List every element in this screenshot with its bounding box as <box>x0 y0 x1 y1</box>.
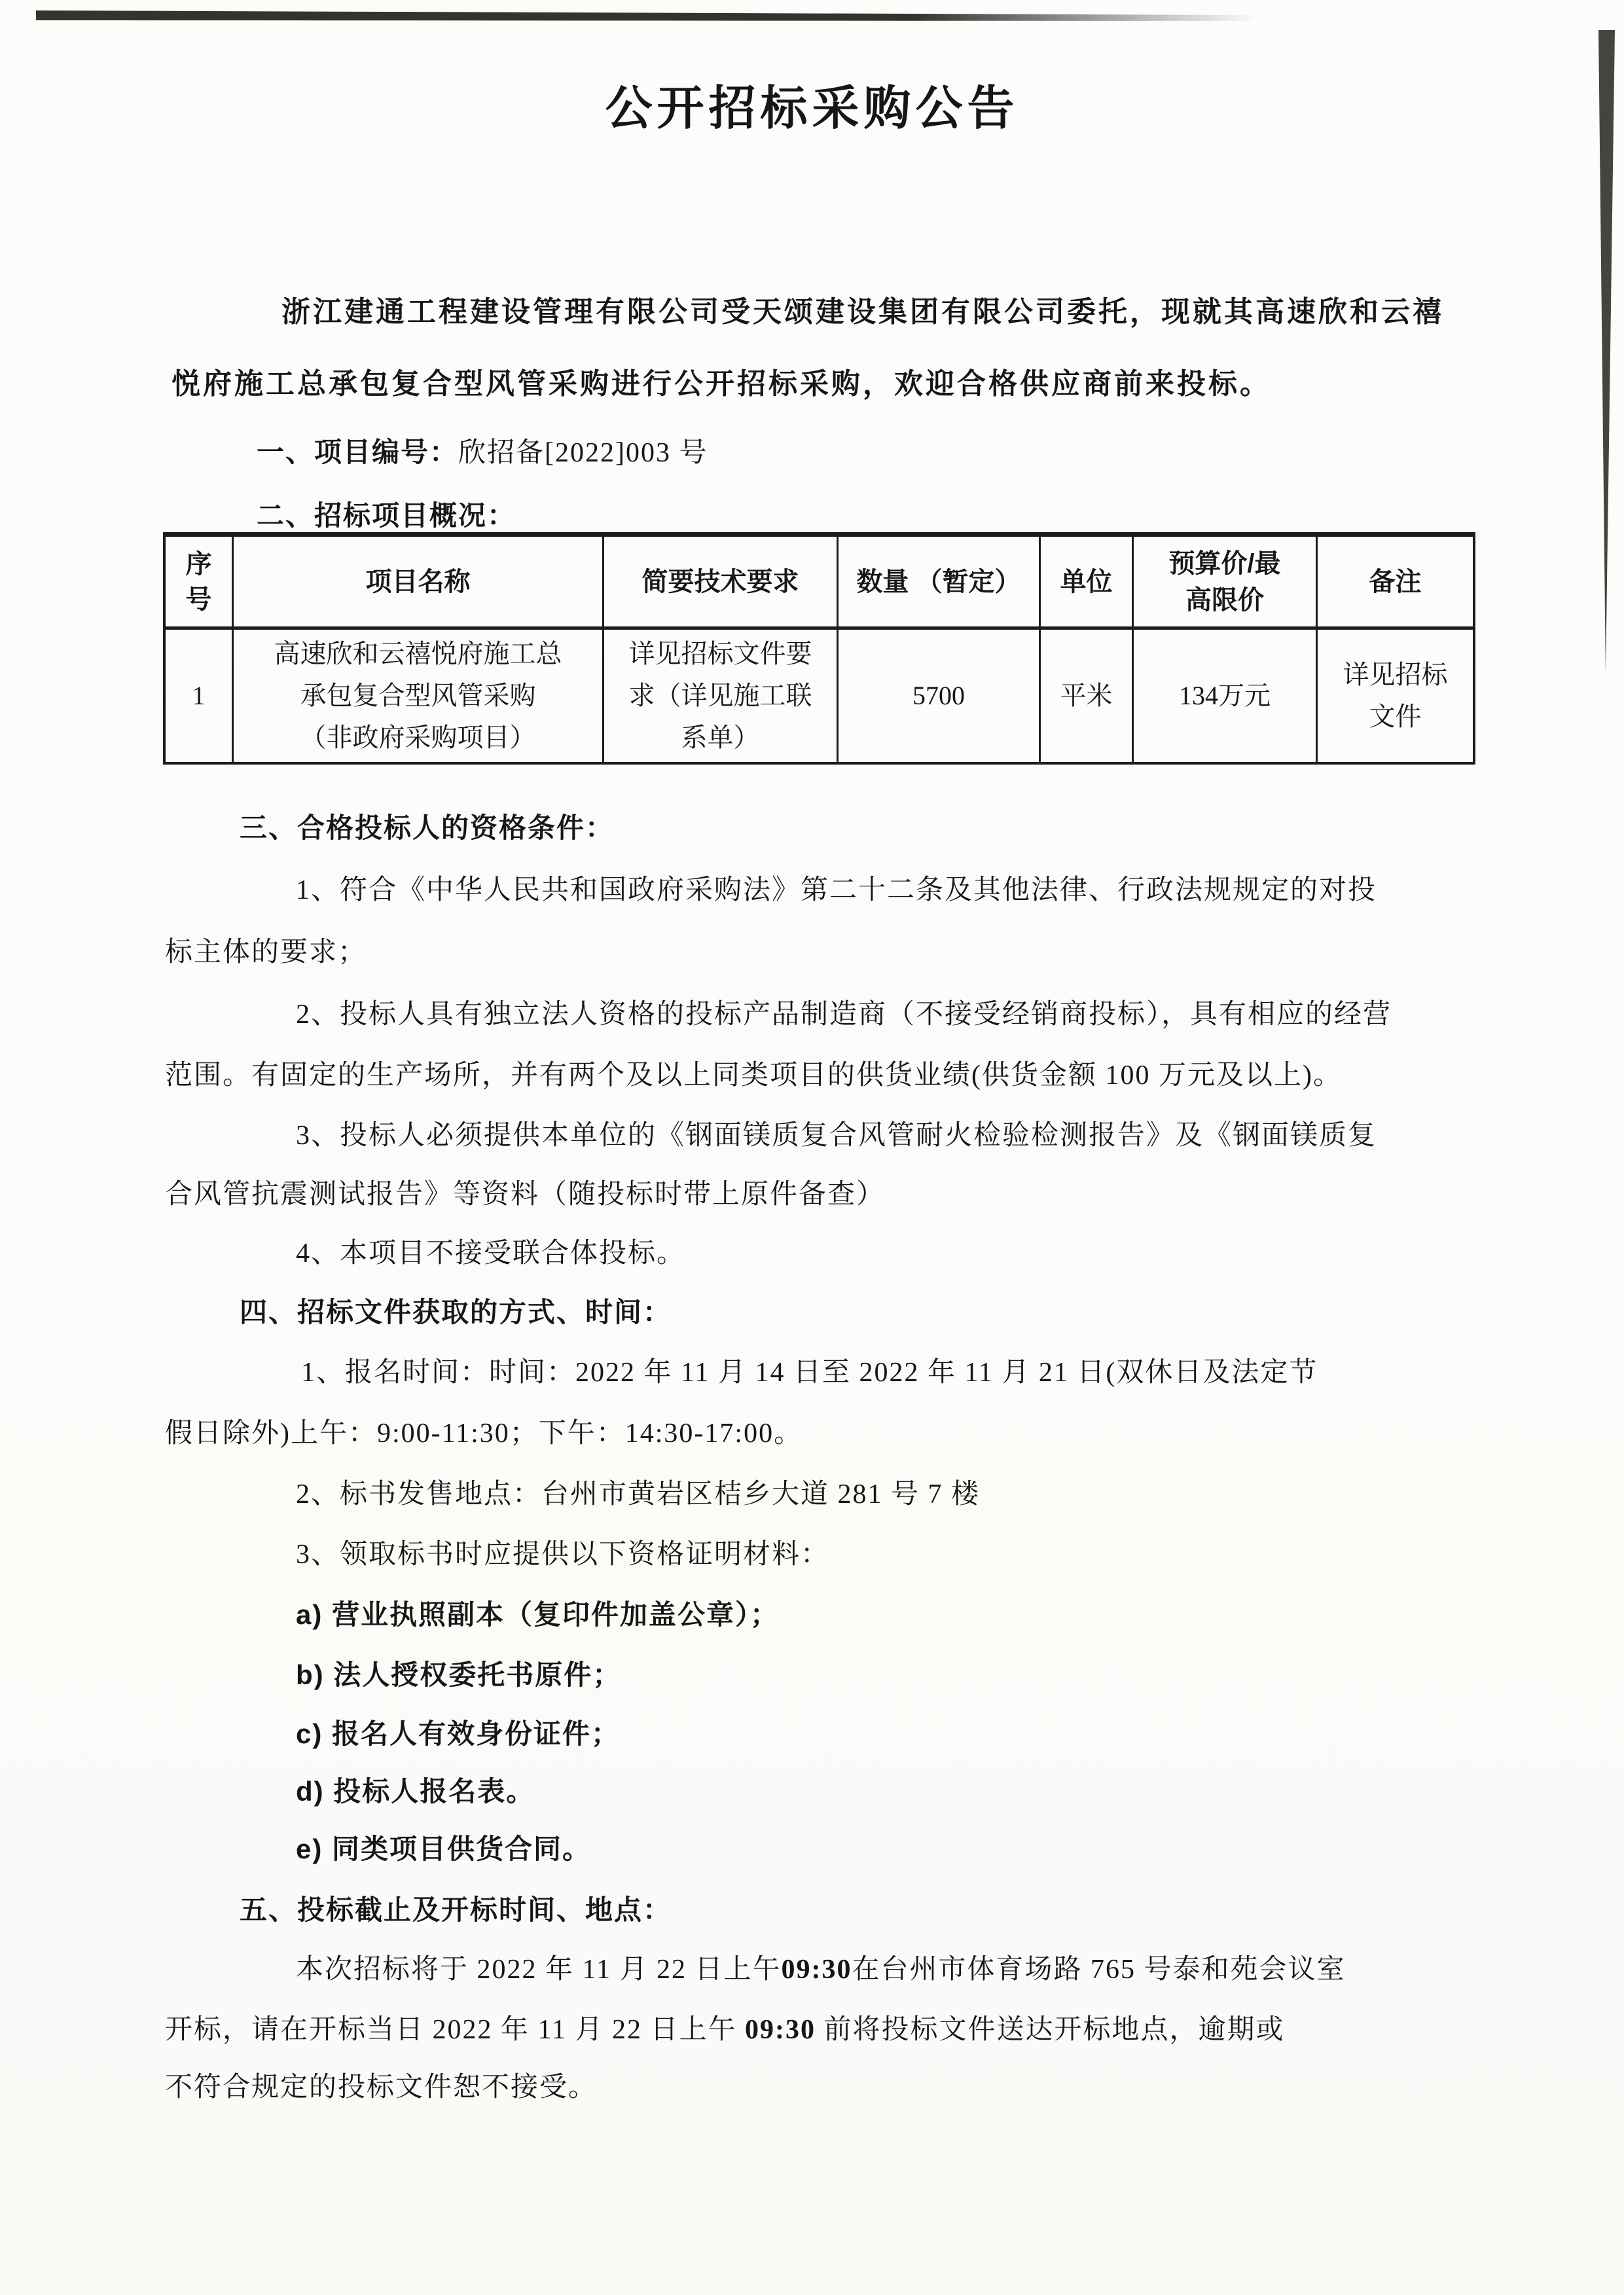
table-header-remarks: 备注 <box>1318 537 1473 630</box>
section-5-closing-line-1 <box>296 1953 1345 1986</box>
table-header-quantity: 数量 （暂定） <box>839 537 1041 630</box>
intro-paragraph-line-2: 悦府施工总承包复合型风管采购进行公开招标采购，欢迎合格供应商前来投标。 <box>171 368 1271 400</box>
section-2-heading: 二、招标项目概况： <box>257 500 516 531</box>
section-5-heading: 五、投标截止及开标时间、地点： <box>240 1894 672 1925</box>
section-3-item-3-line-2: 合风管抗震测试报告》等资料（随投标时带上原件备查） <box>165 1180 886 1210</box>
section-4-item-b: b) 法人授权委托书原件； <box>296 1659 622 1690</box>
section-3-item-2-line-2: 范围。有固定的生产场所，并有两个及以上同类项目的供货业绩(供货金额 100 万元及以上)。 <box>165 1060 1342 1091</box>
section-1-project-number <box>257 436 708 469</box>
table-header-budget-price: 预算价/最高限价 <box>1134 537 1318 630</box>
table-header-tech-requirements: 简要技术要求 <box>604 537 839 630</box>
section-3-item-2-line-1: 2、投标人具有独立法人资格的投标产品制造商（不接受经销商投标），具有相应的经营 <box>296 1000 1392 1030</box>
section-5-closing-line-3: 不符合规定的投标文件恕不接受。 <box>165 2072 598 2103</box>
section-3-heading: 三、合格投标人的资格条件： <box>240 812 615 843</box>
closing-line-2-post: 前将投标文件送达开标地点，逾期或 <box>815 2015 1285 2045</box>
section-3-item-1-line-2: 标主体的要求； <box>165 937 367 967</box>
scan-artifact-top-line <box>36 10 1257 21</box>
section-4-item-a: a) 营业执照副本（复印件加盖公章）； <box>296 1599 780 1630</box>
section-3-item-3-line-1: 3、投标人必须提供本单位的《钢面镁质复合风管耐火检验检测报告》及《钢面镁质复 <box>296 1121 1377 1151</box>
section-4-item-e: e) 同类项目供货合同。 <box>296 1834 592 1864</box>
table-header-unit: 单位 <box>1041 537 1134 630</box>
section-4-item-2: 2、标书发售地点：台州市黄岩区桔乡大道 281 号 7 楼 <box>296 1479 981 1509</box>
table-cell-budget-price: 134万元 <box>1134 630 1318 762</box>
section-4-item-3: 3、领取标书时应提供以下资格证明材料： <box>296 1540 830 1570</box>
page-title: 公开招标采购公告 <box>605 82 1019 135</box>
table-cell-unit: 平米 <box>1041 630 1134 762</box>
table-cell-quantity: 5700 <box>839 630 1041 762</box>
table-header-seq: 序号 <box>166 537 234 630</box>
closing-line-1-time: 09:30 <box>781 1955 852 1985</box>
project-overview-table <box>163 532 1475 765</box>
table-header-project-name: 项目名称 <box>234 537 604 630</box>
closing-line-1-post: 在台州市体育场路 765 号泰和苑会议室 <box>852 1955 1346 1985</box>
section-4-item-1-line-1: 1、报名时间：时间：2022 年 11 月 14 日至 2022 年 11 月 21 日(双休日及法定节 <box>301 1358 1318 1388</box>
section-1-label: 一、项目编号： <box>257 437 459 467</box>
table-cell-remarks: 详见招标 文件 <box>1343 660 1448 731</box>
section-5-closing-line-2 <box>165 2014 1284 2046</box>
table-cell-project-name: 高速欣和云禧悦府施工总 承包复合型风管采购 （非政府采购项目） <box>234 630 604 762</box>
section-1-value: 欣招备[2022]003 号 <box>458 438 708 468</box>
intro-paragraph-line-1: 浙江建通工程建设管理有限公司受天颂建设集团有限公司委托，现就其高速欣和云禧 <box>281 296 1444 328</box>
section-4-item-c: c) 报名人有效身份证件； <box>296 1718 621 1749</box>
table-cell-tech-requirements: 详见招标文件要 求（详见施工联 系单） <box>604 630 839 762</box>
section-4-item-1-line-2: 假日除外)上午：9:00-11:30；下午：14:30-17:00。 <box>165 1419 803 1449</box>
table-cell-seq: 1 <box>166 630 234 762</box>
section-3-item-1-line-1: 1、符合《中华人民共和国政府采购法》第二十二条及其他法律、行政法规规定的对投 <box>296 875 1377 905</box>
closing-line-2-time: 09:30 <box>744 2015 816 2045</box>
section-3-item-4: 4、本项目不接受联合体投标。 <box>296 1238 686 1269</box>
closing-line-2-pre: 开标，请在开标当日 2022 年 11 月 22 日上午 <box>165 2015 745 2045</box>
section-4-heading: 四、招标文件获取的方式、时间： <box>240 1297 672 1328</box>
section-4-item-d: d) 投标人报名表。 <box>296 1776 535 1807</box>
closing-line-1-pre: 本次招标将于 2022 年 11 月 22 日上午 <box>296 1955 782 1985</box>
